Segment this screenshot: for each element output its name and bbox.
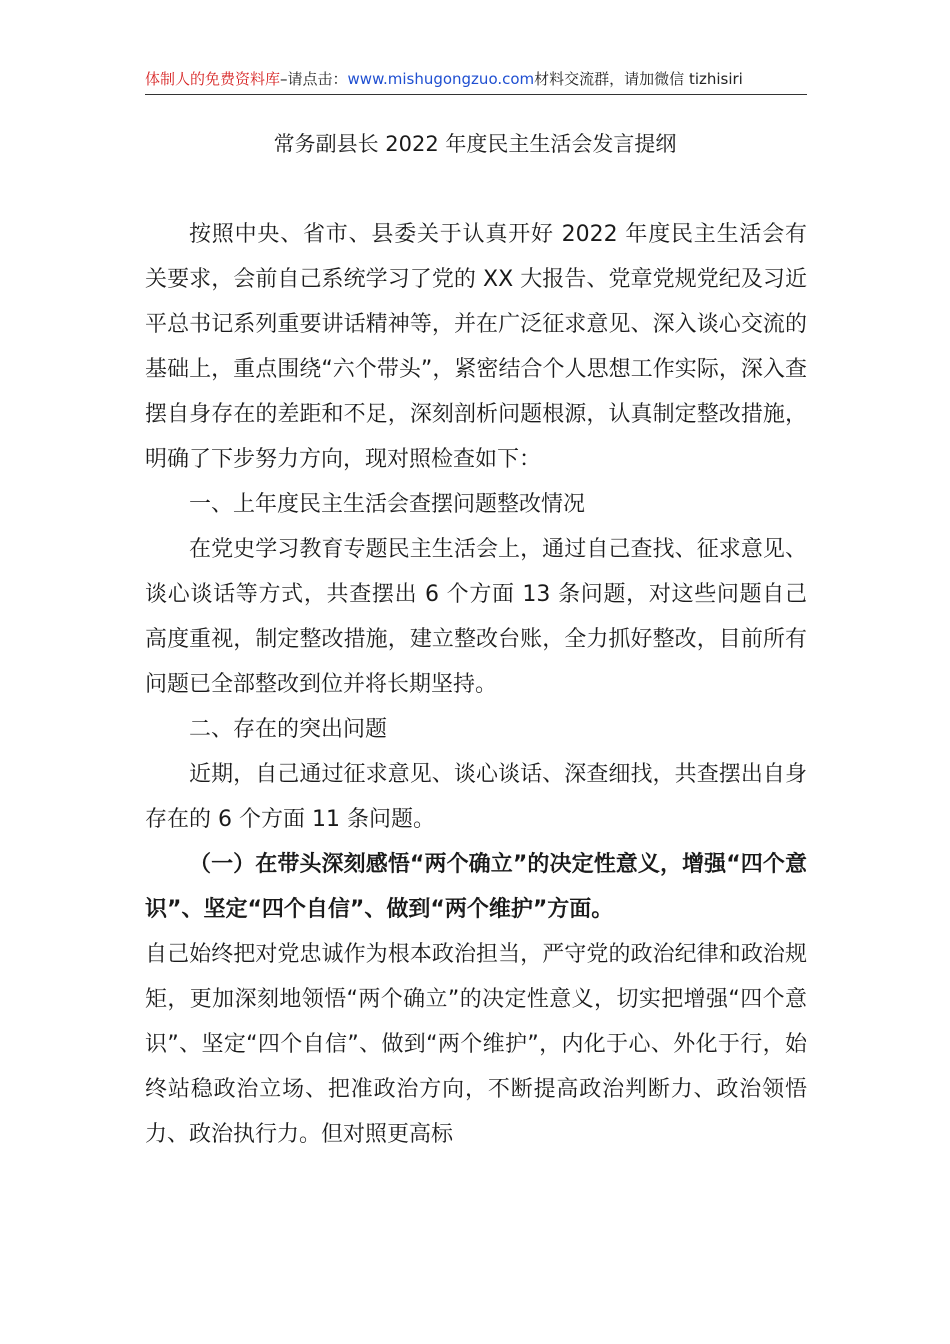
header-contact: 材料交流群，请加微信 tizhisiri [534,70,743,88]
header-link[interactable]: www.mishugongzuo.com [347,70,535,88]
header-brand: 体制人的免费资料库 [145,70,281,88]
header-prompt: –请点击： [280,70,348,88]
section-heading-2: 二、存在的突出问题 [189,717,388,742]
subsection-heading-1: （一）在带头深刻感悟“两个确立”的决定性意义，增强“四个意识”、坚定“四个自信”、做到“两个维护”方面。 [145,852,807,922]
document-body [145,212,807,1157]
subsection-1-paragraph: 自己始终把对党忠诚作为根本政治担当，严守党的政治纪律和政治规矩，更加深刻地领悟“两个确立”的决定性意义，切实把增强“四个意识”、坚定“四个自信”、做到“两个维护”，内化于心、外化于行，始终站稳政治立场、把准政治方向，不断提高政治判断力、政治领悟力、政治执行力。但对照更高标 [145,942,807,1147]
section-heading-1: 一、上年度民主生活会查摆问题整改情况 [189,492,586,517]
intro-paragraph: 按照中央、省市、县委关于认真开好 2022 年度民主生活会有关要求，会前自己系统学习了党的 XX 大报告、党章党规党纪及习近平总书记系列重要讲话精神等，并在广泛征求意见、深入谈心交流的基础上，重点围绕“六个带头”，紧密结合个人思想工作实际，深入查摆自身存在的差距和不足，深刻剖析问题根源，认真制定整改措施，明确了下步努力方向，现对照检查如下： [145,222,807,472]
document-title: 常务副县长 2022 年度民主生活会发言提纲 [273,132,677,156]
section-1-paragraph: 在党史学习教育专题民主生活会上，通过自己查找、征求意见、谈心谈话等方式，共查摆出 6 个方面 13 条问题，对这些问题自己高度重视，制定整改措施，建立整改台账，全力抓好整改，目前所有问题已全部整改到位并将长期坚持。 [145,537,807,697]
section-2-paragraph: 近期，自己通过征求意见、谈心谈话、深查细找，共查摆出自身存在的 6 个方面 11 条问题。 [145,762,807,832]
page-header [145,66,807,95]
